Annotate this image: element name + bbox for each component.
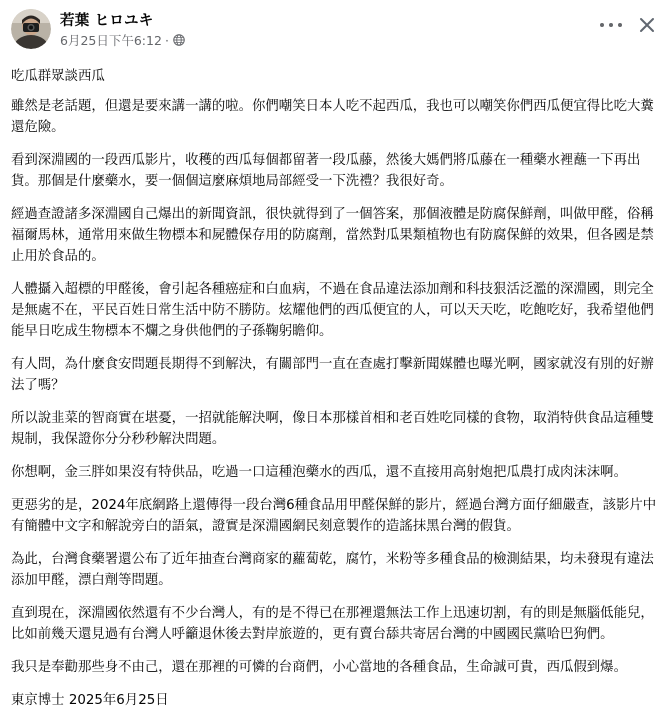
post-paragraph: 人體攝入超標的甲醛後，會引起各種癌症和白血病，不過在食品違法添加劑和科技狠活泛濫的深淵國，則完全是無處不在，平民百姓日常生活中防不勝防。炫耀他們的西瓜便宜的人，可以天天吃，吃飽吃好，我希望他們能早日吃成生物標本不爛之身供他們的子孫鞠躬瞻仰。 xyxy=(11,282,654,339)
more-dot xyxy=(600,23,604,27)
more-options-icon[interactable] xyxy=(600,16,622,34)
post-paragraph: 雖然是老話題，但還是要來講一講的啦。你們嘲笑日本人吃不起西瓜，我也可以嘲笑你們西瓜便宜得比吃大糞還危險。 xyxy=(11,99,654,135)
avatar[interactable] xyxy=(11,9,51,49)
post-timestamp[interactable]: 6月25日下午6:12 xyxy=(60,33,162,48)
post-title: 吃瓜群眾談西瓜 xyxy=(11,69,105,84)
more-dot xyxy=(609,23,613,27)
author-name[interactable]: 若葉 ヒロユキ xyxy=(60,13,154,29)
avatar-photo xyxy=(11,9,51,49)
post-signature: 東京博士 2025年6月25日 xyxy=(11,693,169,708)
post-paragraph: 所以說韭菜的智商實在堪憂，一招就能解決啊，像日本那樣首相和老百姓吃同樣的食物，取消特供食品這種雙規制，我保證你分分秒秒解決問題。 xyxy=(11,411,654,447)
post-paragraph: 為此，台灣食藥署還公布了近年抽查台灣商家的蘿蔔乾，腐竹，米粉等多種食品的檢測結果，均未發現有違法添加甲醛，漂白劑等問題。 xyxy=(11,552,654,588)
post-paragraph: 我只是奉勸那些身不由己，還在那裡的可憐的台商們，小心當地的各種食品，生命誠可貴，西瓜假到爆。 xyxy=(11,660,627,675)
post-header xyxy=(0,0,671,56)
post-paragraph: 你想啊，金三胖如果沒有特供品，吃過一口這種泡藥水的西瓜，還不直接用高射炮把瓜農打成肉沫沫啊。 xyxy=(11,465,627,480)
more-dot xyxy=(618,23,622,27)
post-body xyxy=(11,66,661,723)
meta-separator: · xyxy=(164,32,169,48)
close-icon[interactable] xyxy=(637,15,657,35)
globe-icon[interactable] xyxy=(173,34,185,46)
post-paragraph: 經過查證諸多深淵國自己爆出的新聞資訊，很快就得到了一個答案，那個液體是防腐保鮮劑，叫做甲醛，俗稱福爾馬林，通常用來做生物標本和屍體保存用的防腐劑，當然對瓜果類植物也有防腐保鮮的效果，但各國是禁止用於食品的。 xyxy=(11,207,654,264)
post-meta xyxy=(60,31,185,49)
post-paragraph: 直到現在，深淵國依然還有不少台灣人，有的是不得已在那裡還無法工作上迅速切割，有的則是無腦低能兒，比如前幾天還見過有台灣人呼籲退休後去對岸旅遊的，更有賣台舔共寄居台灣的中國國民黨哈巴狗們。 xyxy=(11,606,654,642)
post-paragraph: 看到深淵國的一段西瓜影片，收穫的西瓜每個都留著一段瓜藤，然後大媽們將瓜藤在一種藥水裡蘸一下再出貨。那個是什麼藥水，要一個個這麼麻煩地局部經受一下洗禮？我很好奇。 xyxy=(11,153,641,189)
post-paragraph: 有人問，為什麼食安問題長期得不到解決，有關部門一直在查處打擊新聞媒體也曝光啊，國家就沒有別的好辦法了嗎？ xyxy=(11,357,654,393)
post-paragraph: 更惡劣的是，2024年底網路上還傳得一段台灣6種食品用甲醛保鮮的影片，經過台灣方面仔細嚴查，該影片中有簡體中文字和解說旁白的語氣，證實是深淵國網民刻意製作的造謠抹黑台灣的假貨。 xyxy=(11,498,657,534)
